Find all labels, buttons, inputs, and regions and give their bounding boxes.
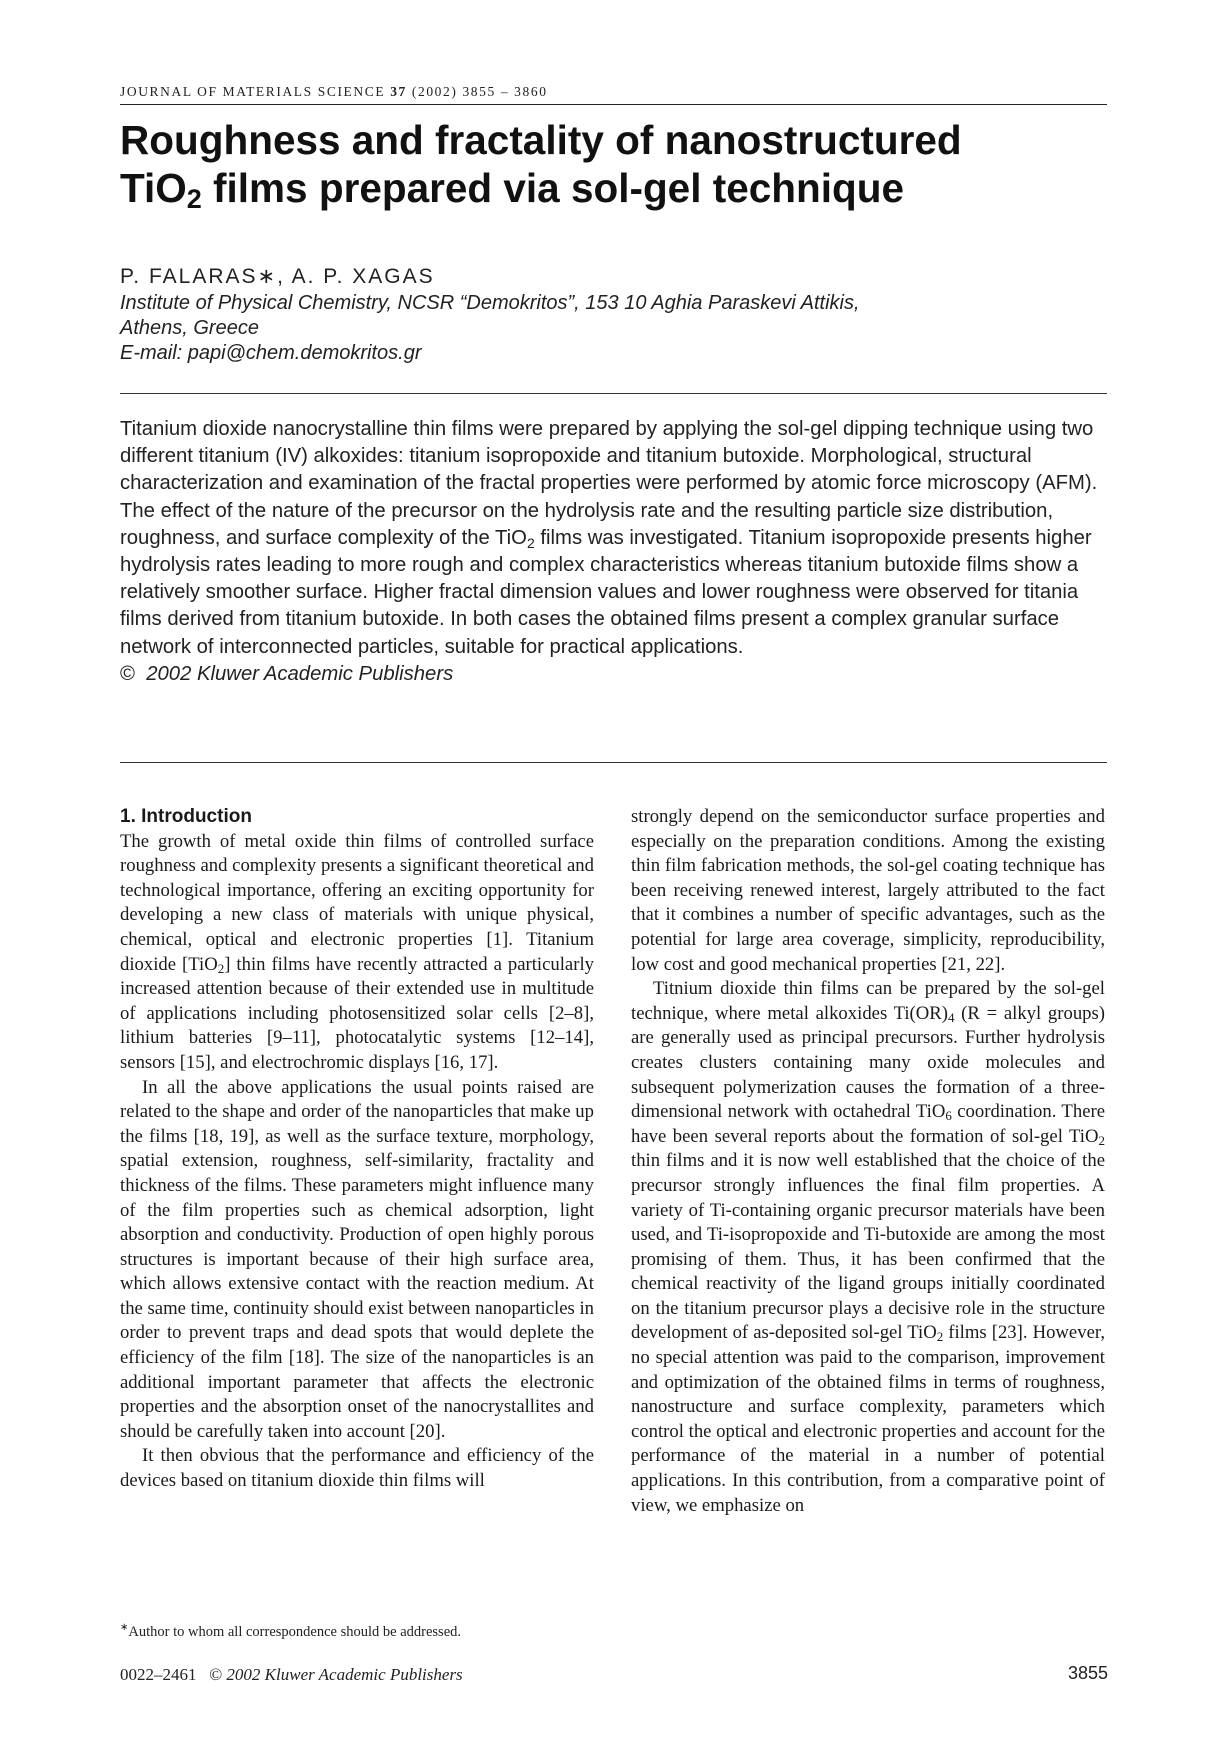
abstract-top-rule (120, 393, 1107, 394)
paper-title (120, 116, 1110, 212)
abstract (120, 416, 1110, 688)
abstract-text: Titanium dioxide nanocrystalline thin films were prepared by applying the sol-gel dipping technique using two different titanium (IV) alkoxides: titanium isopropoxide and titanium butoxide. Morphological, structural characterization and examination of the fractal properties were performed by atomic force microscopy (AFM). The effect of the nature of the precursor on the hydrolysis rate and the resulting particle size distribution, roughness, and surface complexity of the TiO$_2$ films was investigated. Titanium isopropoxide presents higher hydrolysis rates leading to more rough and complex characteristics whereas titanium butoxide films show a relatively smoother surface. Higher fractal dimension values and lower roughness were observed for titania films derived from titanium butoxide. In both cases the obtained films present a complex granular surface network of interconnected particles, suitable for practical applications. (120, 418, 1098, 658)
paragraph: strongly depend on the semiconductor surface properties and especially on the preparation conditions. Among the existing thin film fabrication methods, the sol-gel coating technique has been receiving renewed interest, largely attributed to the fact that it combines a number of specific advantages, such as the potential for large area coverage, simplicity, reproducibility, low cost and good mechanical properties [21, 22]. (631, 806, 1105, 975)
section-heading: 1. Introduction (120, 806, 252, 827)
footer-issn-copyright (120, 1665, 463, 1685)
left-column (120, 805, 594, 1494)
footnote: ∗Author to whom all correspondence should be addressed. (120, 1622, 461, 1640)
title-line-2: TiO$_2$ films prepared via sol-gel technique (120, 165, 904, 214)
journal-name: JOURNAL OF MATERIALS SCIENCE (120, 84, 386, 99)
paragraph: In all the above applications the usual points raised are related to the shape and order of the nanoparticles that make up the films [18, 19], as well as the surface texture, morphology, spatial extension, roughness, self-similarity, fractality and thickness of the films. These parameters might influence many of the film properties such as chemical adsorption, light absorption and conductivity. Production of open highly porous structures is important because of their high surface area, which allows extensive contact with the reaction medium. At the same time, continuity should exist between nanoparticles in order to prevent traps and dead spots that would deplete the efficiency of the film [18]. The size of the nanoparticles is an additional important parameter that affects the electronic properties and the absorption onset of the nanocrystallites and should be carefully taken into account [20]. (120, 1076, 594, 1442)
paragraph: Titnium dioxide thin films can be prepared by the sol-gel technique, where metal alkoxides $Ti(OR)_4$ (R = alkyl groups) are generally used as principal precursors. Further hydrolysis creates clusters containing many oxide molecules and subsequent polymerization causes the formation of a three-dimensional network with octahedral TiO$_6$ coordination. There have been several reports about the formation of sol-gel TiO$_2$ thin films and it is now well established that the choice of the precursor strongly influences the final film properties. A variety of Ti-containing organic precursor materials have been used, and Ti-isopropoxide and Ti-butoxide are among the most promising of them. Thus, it has been confirmed that the chemical reactivity of the ligand groups initially coordinated on the titanium precursor plays a decisive role in the structure development of as-deposited sol-gel TiO$_2$ films [23]. However, no special attention was paid to the comparison, improvement and optimization of the obtained films in terms of roughness, nanostructure and surface complexity, parameters which control the optical and electronic properties and account for the performance of the material in a number of potential applications. In this contribution, from a comparative point of view, we emphasize on (631, 978, 1106, 1516)
journal-year-pages: (2002) 3855 – 3860 (411, 84, 548, 99)
affiliation (120, 291, 1110, 366)
journal-volume: 37 (390, 84, 407, 99)
paragraph: The growth of metal oxide thin films of controlled surface roughness and complexity presents a significant theoretical and technological importance, offering an exciting opportunity for developing a new class of materials with unique physical, chemical, optical and electronic properties [1]. Titanium dioxide [TiO$_2$] thin films have recently attracted a particularly increased attention because of their extended use in multitude of applications including photosensitized solar cells [2–8], lithium batteries [9–11], photocatalytic systems [12–14], sensors [15], and electrochromic displays [16, 17]. (120, 830, 594, 1073)
page-number: 3855 (1067, 1663, 1108, 1683)
abstract-bottom-rule (120, 762, 1107, 763)
right-column (631, 805, 1105, 1518)
affiliation-email: E-mail: papi@chem.demokritos.gr (120, 342, 422, 364)
affiliation-city: Athens, Greece (120, 317, 259, 339)
author-list: P. FALARAS∗, A. P. XAGAS (120, 265, 435, 288)
issn: 0022–2461 (120, 1665, 197, 1684)
copyright-symbol: © (209, 1665, 223, 1684)
affiliation-institute: Institute of Physical Chemistry, NCSR “Demokritos”, 153 10 Aghia Paraskevi Attikis, (120, 292, 860, 314)
title-line-1: Roughness and fractality of nanostructured (120, 117, 962, 163)
paragraph: It then obvious that the performance and efficiency of the devices based on titanium dioxide thin films will (120, 1445, 594, 1492)
publisher: 2002 Kluwer Academic Publishers (226, 1665, 463, 1684)
header-rule (120, 104, 1107, 105)
abstract-copyright: © 2002 Kluwer Academic Publishers (120, 662, 454, 685)
journal-header (120, 84, 548, 100)
